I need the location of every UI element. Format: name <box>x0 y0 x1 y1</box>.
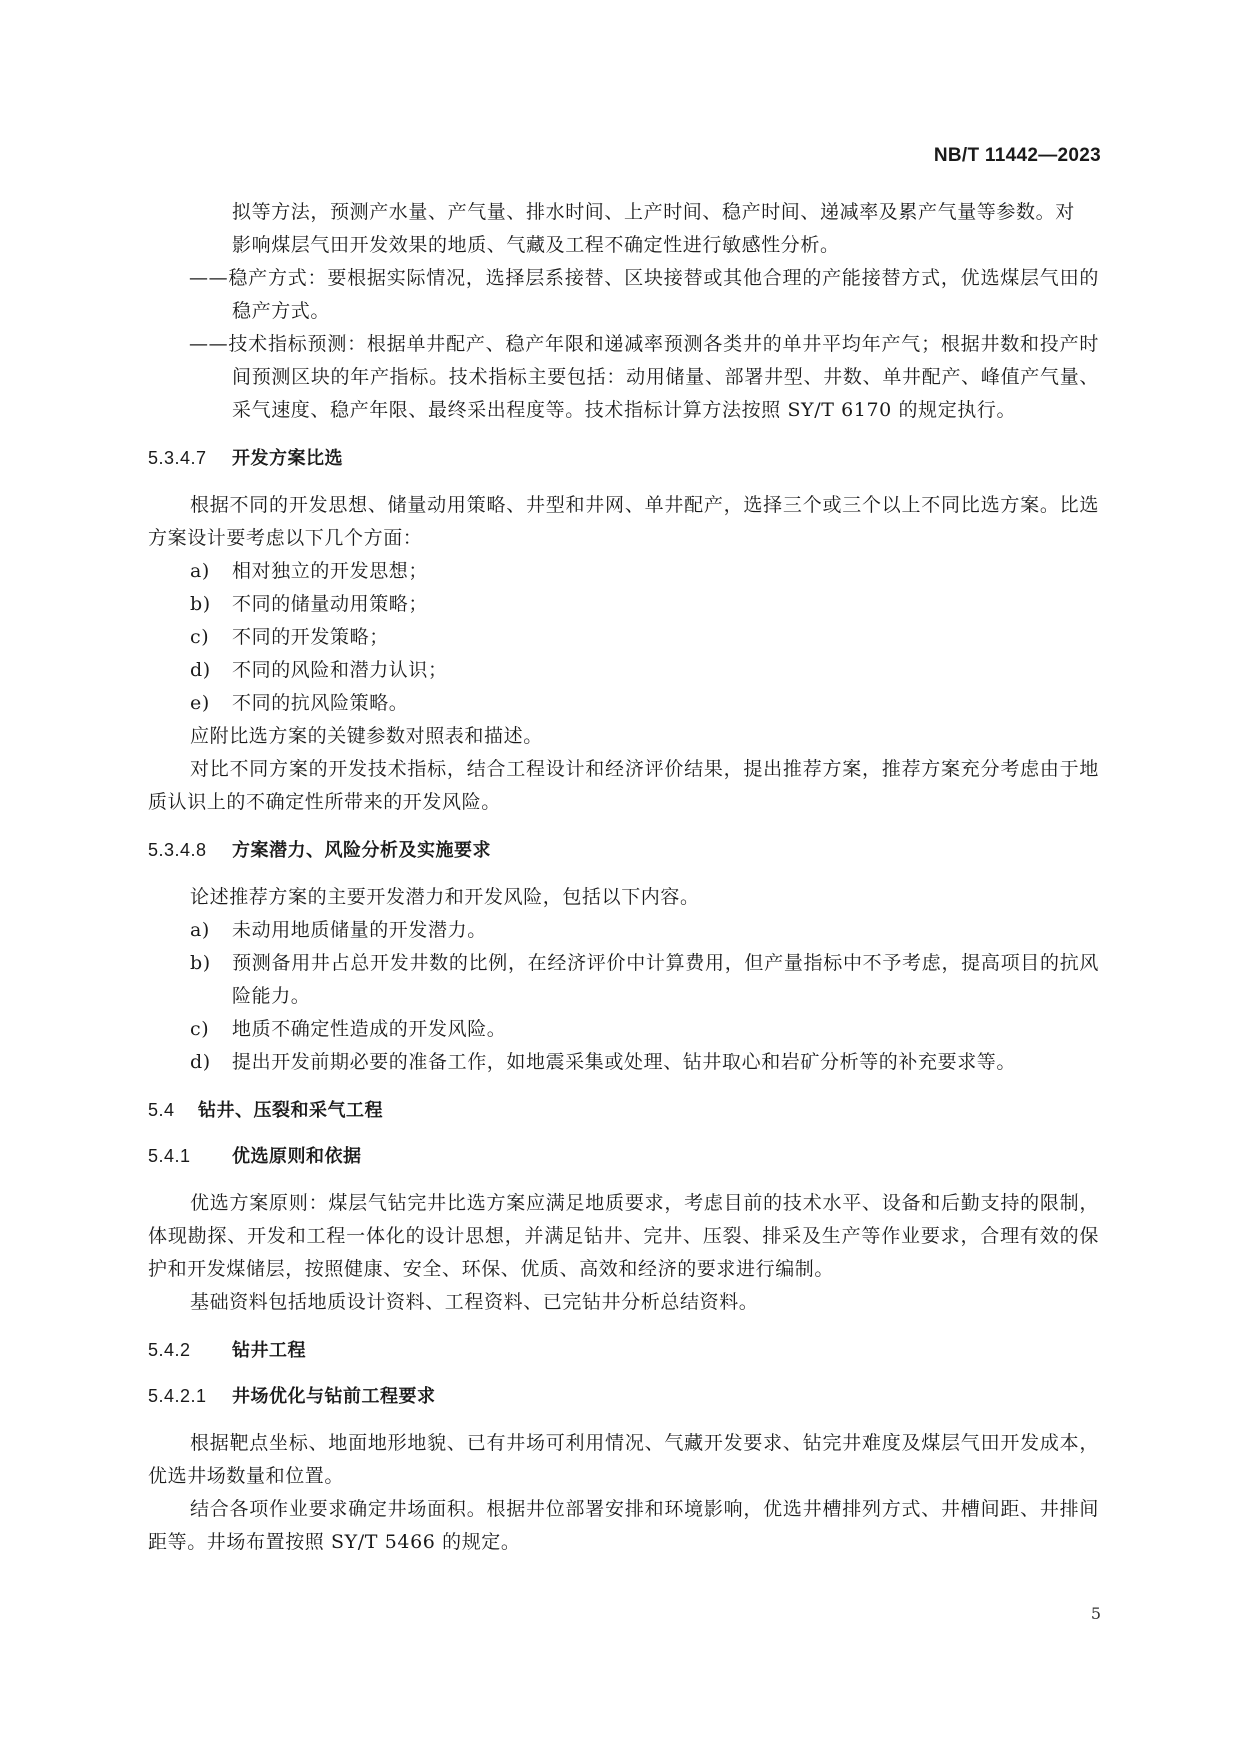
list-text: 提出开发前期必要的准备工作，如地震采集或处理、钻井取心和岩矿分析等的补充要求等。 <box>232 1051 1017 1073</box>
list-text: 不同的风险和潜力认识； <box>232 659 448 681</box>
continued-text-line: 影响煤层气田开发效果的地质、气藏及工程不确定性进行敏感性分析。 <box>232 234 840 256</box>
list-item <box>0 621 1241 654</box>
section-title: 方案潜力、风险分析及实施要求 <box>232 840 491 860</box>
list-text: 预测备用井占总开发井数的比例，在经济评价中计算费用，但产量指标中不予考虑，提高项目的抗风险能力。 <box>232 952 1099 1007</box>
paragraph: 结合各项作业要求确定井场面积。根据井位部署安排和环境影响，优选井槽排列方式、井槽间距、井排间距等。井场布置按照 SY/T 5466 的规定。 <box>148 1498 1099 1553</box>
section-number: 5.4.2.1 <box>148 1386 207 1406</box>
section-number: 5.4 <box>148 1100 175 1120</box>
list-label: b) <box>190 593 211 615</box>
list-label: e) <box>190 692 210 714</box>
list-item <box>0 947 1241 1013</box>
list-label: c) <box>190 1018 210 1040</box>
list-item <box>0 654 1241 687</box>
section-title: 钻井工程 <box>232 1340 306 1360</box>
dash-item-stable-production: ——稳产方式：要根据实际情况，选择层系接替、区块接替或其他合理的产能接替方式，优选煤层气田的稳产方式。 <box>189 267 1099 322</box>
paragraph: 优选方案原则：煤层气钻完井比选方案应满足地质要求，考虑目前的技术水平、设备和后勤支持的限制，体现勘探、开发和工程一体化的设计思想，并满足钻井、完井、压裂、排采及生产等作业要求，合理有效的保护和开发煤储层，按照健康、安全、环保、优质、高效和经济的要求进行编制。 <box>148 1192 1099 1280</box>
section-heading-5-4-2-1 <box>0 1381 1241 1411</box>
list-text: 未动用地质储量的开发潜力。 <box>232 919 487 941</box>
document-body <box>0 196 1241 1559</box>
paragraph: 论述推荐方案的主要开发潜力和开发风险，包括以下内容。 <box>190 886 700 908</box>
continued-text-line: 拟等方法，预测产水量、产气量、排水时间、上产时间、稳产时间、递减率及累产气量等参数。对 <box>232 201 1075 223</box>
list-item <box>0 1046 1241 1079</box>
section-number: 5.3.4.8 <box>148 840 207 860</box>
section-heading-5-4-1 <box>0 1141 1241 1171</box>
section-title: 钻井、压裂和采气工程 <box>198 1100 383 1120</box>
paragraph: 对比不同方案的开发技术指标，结合工程设计和经济评价结果，提出推荐方案，推荐方案充分考虑由于地质认识上的不确定性所带来的开发风险。 <box>148 758 1099 813</box>
dash-item-technical-indicators: ——技术指标预测：根据单井配产、稳产年限和递减率预测各类井的单井平均年产气；根据井数和投产时间预测区块的年产指标。技术指标主要包括：动用储量、部署井型、井数、单井配产、峰值产气量、采气速度、稳产年限、最终采出程度等。技术指标计算方法按照 SY/T 6170 的规定执行。 <box>189 333 1099 421</box>
list-label: b) <box>190 952 211 974</box>
list-label: a) <box>190 560 210 582</box>
list-label: d) <box>190 1051 211 1073</box>
section-number: 5.4.2 <box>148 1340 191 1360</box>
section-number: 5.3.4.7 <box>148 448 207 468</box>
paragraph: 根据不同的开发思想、储量动用策略、井型和井网、单井配产，选择三个或三个以上不同比选方案。比选方案设计要考虑以下几个方面： <box>148 494 1099 549</box>
list-label: d) <box>190 659 211 681</box>
section-title: 优选原则和依据 <box>232 1146 362 1166</box>
section-heading-5-4-2 <box>0 1335 1241 1365</box>
paragraph: 根据靶点坐标、地面地形地貌、已有井场可利用情况、气藏开发要求、钻完井难度及煤层气田开发成本，优选井场数量和位置。 <box>148 1432 1099 1487</box>
section-title: 开发方案比选 <box>232 448 343 468</box>
document-code: NB/T 11442—2023 <box>933 145 1101 166</box>
section-heading-5-3-4-8 <box>0 835 1241 865</box>
list-item <box>0 1013 1241 1046</box>
list-text: 相对独立的开发思想； <box>232 560 429 582</box>
paragraph: 基础资料包括地质设计资料、工程资料、已完钻井分析总结资料。 <box>190 1291 759 1313</box>
list-text: 不同的开发策略； <box>232 626 389 648</box>
section-number: 5.4.1 <box>148 1146 191 1166</box>
list-label: c) <box>190 626 210 648</box>
list-item <box>0 588 1241 621</box>
list-item <box>0 687 1241 720</box>
list-text: 不同的抗风险策略。 <box>232 692 409 714</box>
list-text: 地质不确定性造成的开发风险。 <box>232 1018 507 1040</box>
page-number: 5 <box>1090 1604 1101 1623</box>
paragraph: 应附比选方案的关键参数对照表和描述。 <box>190 725 543 747</box>
section-heading-5-3-4-7 <box>0 443 1241 473</box>
section-heading-5-4 <box>0 1095 1241 1125</box>
list-label: a) <box>190 919 210 941</box>
list-item <box>0 555 1241 588</box>
list-item <box>0 914 1241 947</box>
section-title: 井场优化与钻前工程要求 <box>232 1386 436 1406</box>
list-text: 不同的储量动用策略； <box>232 593 429 615</box>
